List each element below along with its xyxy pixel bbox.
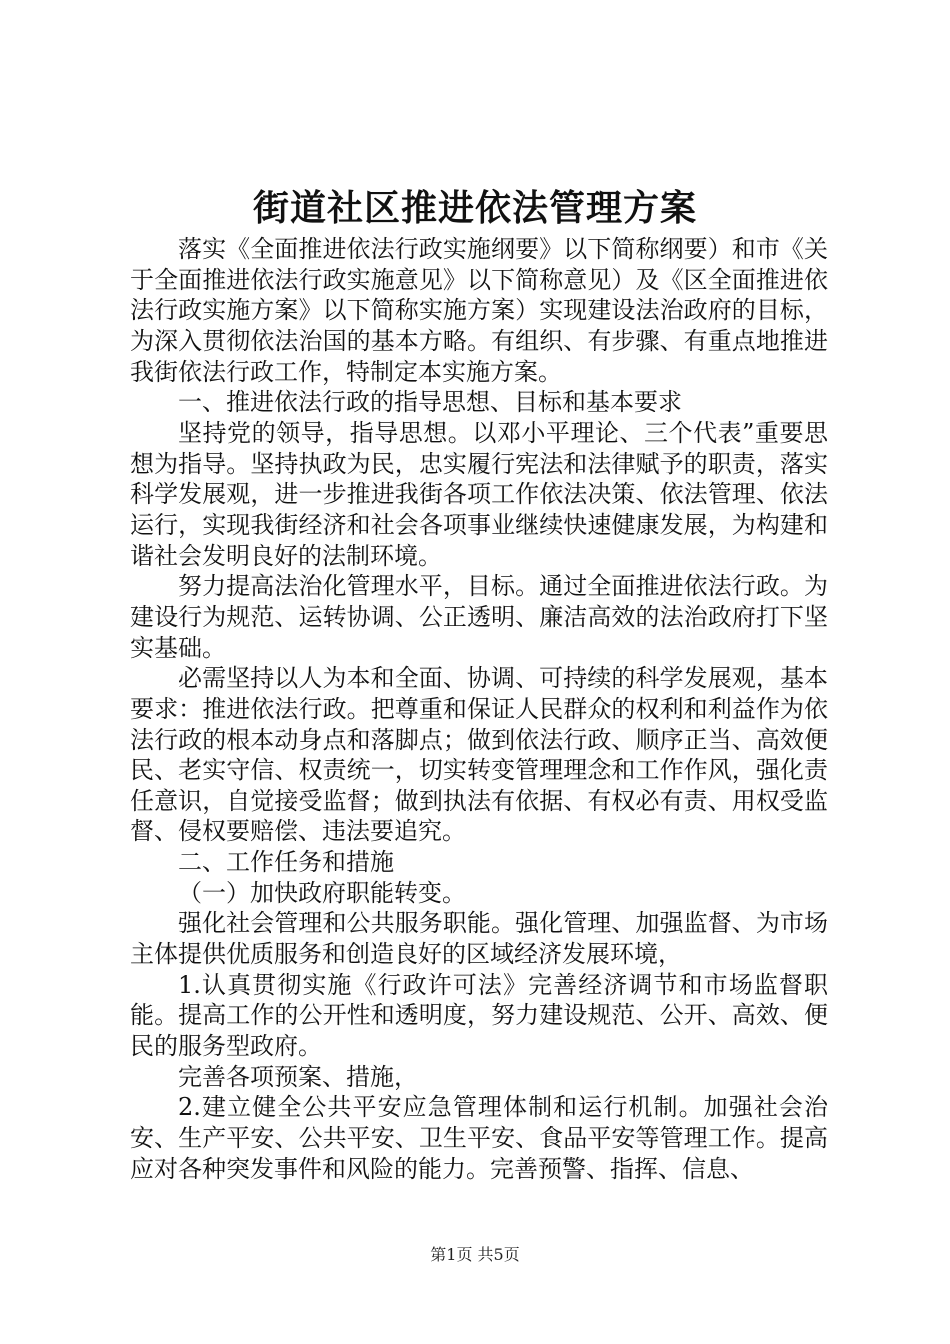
paragraph-guiding-thought: 坚持党的领导，指导思想。以邓小平理论、三个代表”重要思想为指导。坚持执政为民，忠实履行宪法和法律赋予的职责，落实科学发展观，进一步推进我街各项工作依法决策、依法管理、依法运行，实现我街经济和社会各项事业继续快速健康发展，为构建和谐社会发明良好的法制环境。 xyxy=(130,418,828,570)
paragraph-plans: 完善各项预案、措施， xyxy=(178,1062,418,1091)
subheading-1: （一）加快政府职能转变。 xyxy=(178,878,466,907)
paragraph-functions: 强化社会管理和公共服务职能。强化管理、加强监督、为市场主体提供优质服务和创造良好的区域经济发展环境， xyxy=(130,909,828,969)
document-title: 街道社区推进依法管理方案 xyxy=(252,187,697,229)
document-body xyxy=(130,234,828,1184)
heading-section-2: 二、工作任务和措施 xyxy=(178,848,394,877)
paragraph-item-1: 1.认真贯彻实施《行政许可法》完善经济调节和市场监督职能。提高工作的公开性和透明度，努力建设规范、公开、高效、便民的服务型政府。 xyxy=(130,970,828,1061)
heading-section-1: 一、推进依法行政的指导思想、目标和基本要求 xyxy=(178,388,682,417)
paragraph-goal: 努力提高法治化管理水平，目标。通过全面推进依法行政。为建设行为规范、运转协调、公正透明、廉洁高效的法治政府打下坚实基础。 xyxy=(130,572,828,662)
page-footer: 第1页 共5页 xyxy=(430,1245,520,1264)
paragraph-item-2: 2.建立健全公共平安应急管理体制和运行机制。加强社会治安、生产平安、公共平安、卫生平安、食品平安等管理工作。提高应对各种突发事件和风险的能力。完善预警、指挥、信息、 xyxy=(130,1093,828,1183)
paragraph-intro: 落实《全面推进依法行政实施纲要》以下简称纲要）和市《关于全面推进依法行政实施意见》以下简称意见）及《区全面推进依法行政实施方案》以下简称实施方案）实现建设法治政府的目标，为深入贯彻依法治国的基本方略。有组织、有步骤、有重点地推进我街依法行政工作，特制定本实施方案。 xyxy=(130,235,828,386)
paragraph-basic-requirements: 必需坚持以人为本和全面、协调、可持续的科学发展观，基本要求：推进依法行政。把尊重和保证人民群众的权利和利益作为依法行政的根本动身点和落脚点；做到依法行政、顺序正当、高效便民、老实守信、权责统一，切实转变管理理念和工作作风，强化责任意识，自觉接受监督；做到执法有依据、有权必有责、用权受监督、侵权要赔偿、违法要追究。 xyxy=(130,664,828,846)
